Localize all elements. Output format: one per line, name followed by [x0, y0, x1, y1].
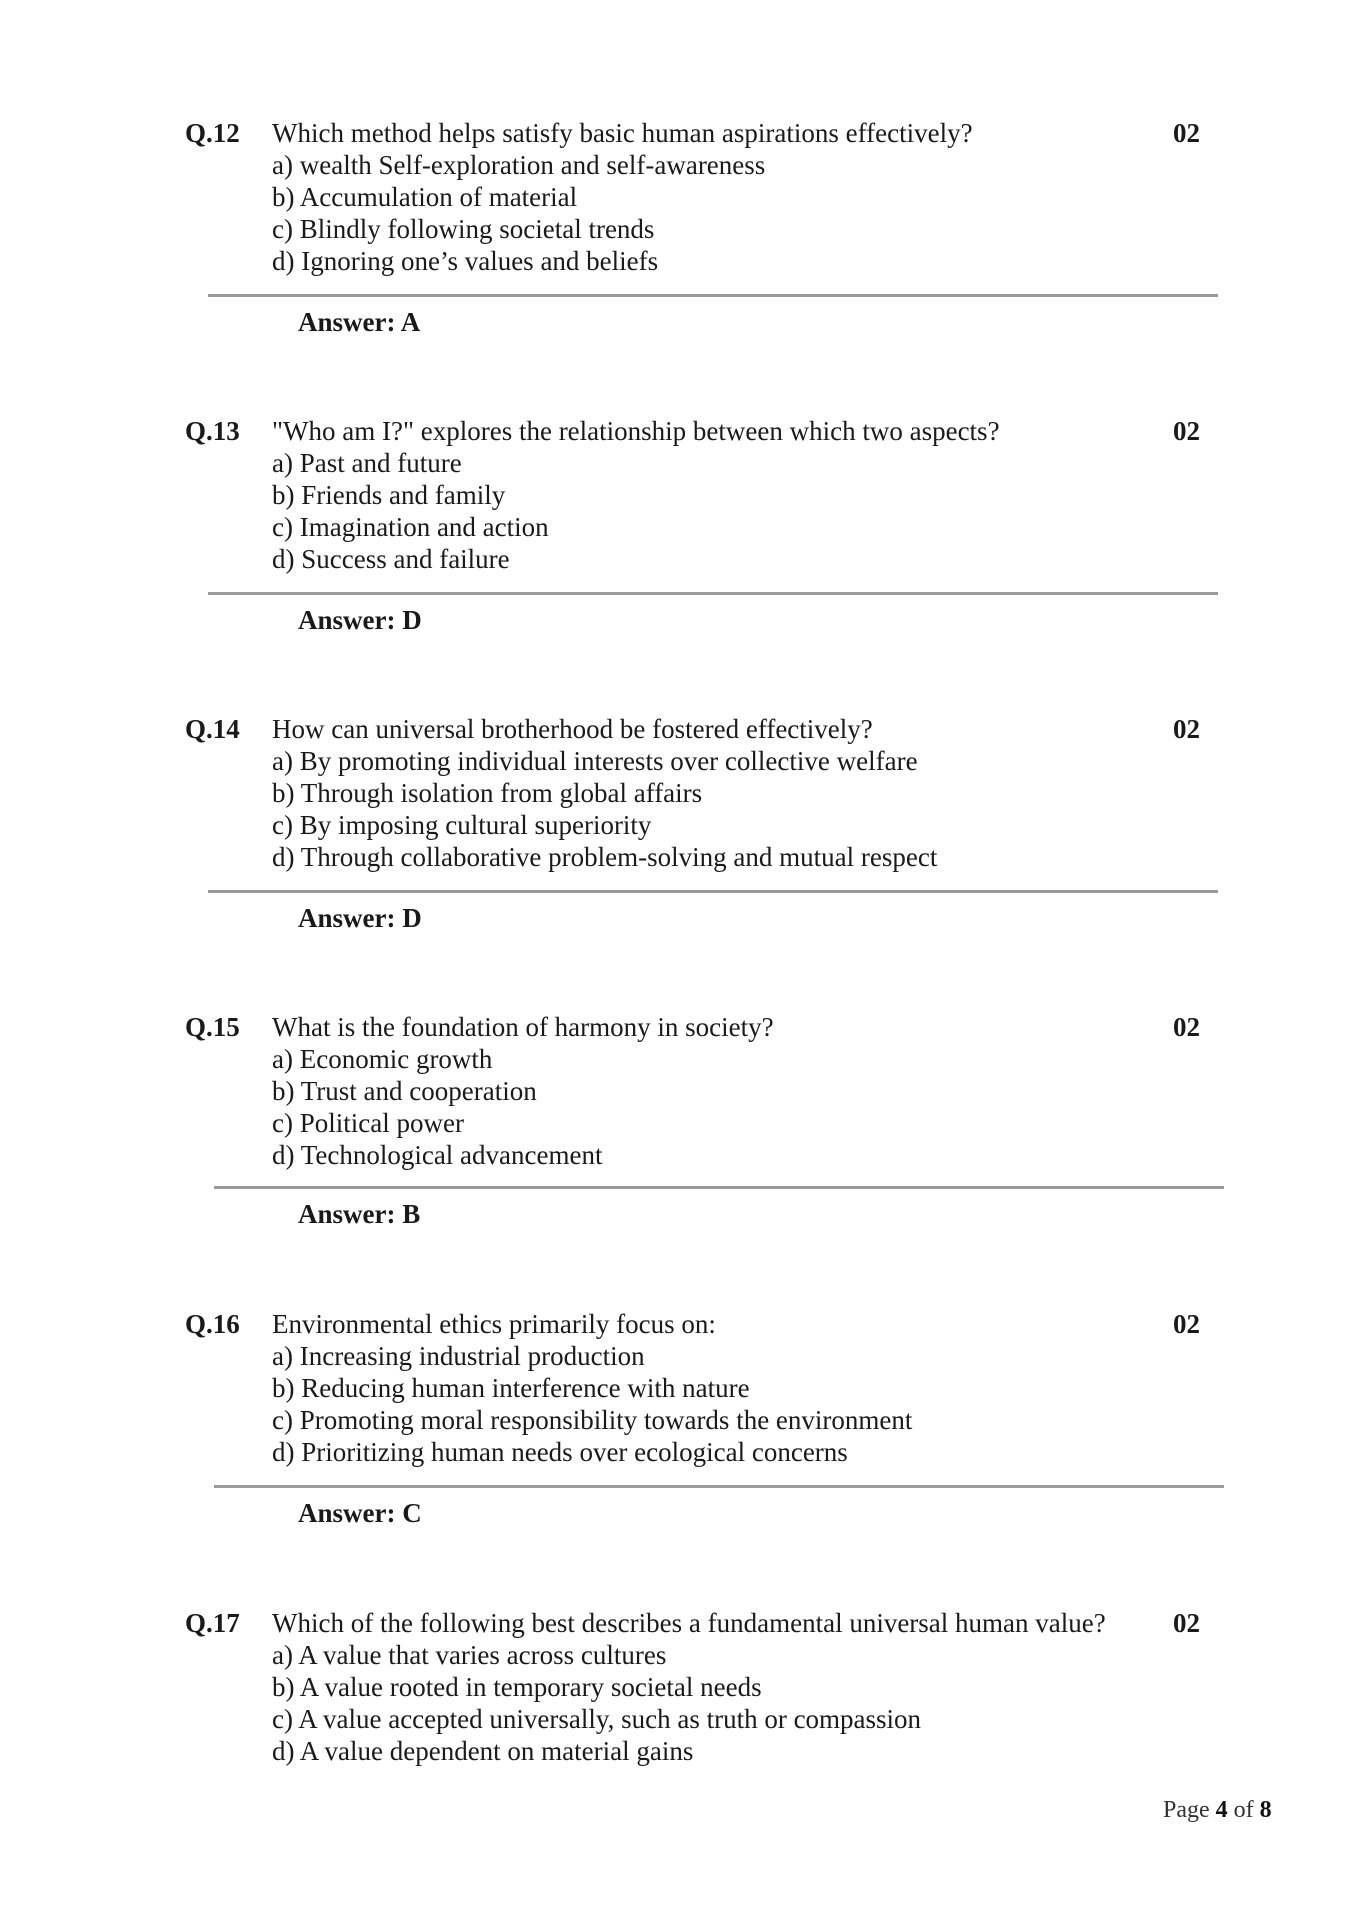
divider	[214, 1485, 1224, 1488]
option-d: d) Ignoring one’s values and beliefs	[272, 246, 659, 276]
divider	[208, 890, 1218, 893]
option-list	[272, 1340, 912, 1468]
page-word: Page	[1163, 1797, 1210, 1823]
question-text: Which method helps satisfy basic human aspirations effectively?	[272, 118, 973, 148]
option-list	[272, 1639, 921, 1767]
option-a: a) Economic growth	[272, 1044, 493, 1074]
option-a: a) A value that varies across cultures	[272, 1640, 667, 1670]
question-text: What is the foundation of harmony in society?	[272, 1012, 774, 1042]
option-c: c) Promoting moral responsibility towards the environment	[272, 1405, 913, 1435]
divider	[214, 1186, 1224, 1189]
answer-label: Answer: D	[298, 903, 422, 933]
option-list	[272, 149, 765, 277]
question-number: Q.14	[185, 714, 240, 744]
divider	[208, 592, 1218, 595]
question-marks: 02	[1173, 1309, 1200, 1339]
question-number: Q.16	[185, 1309, 240, 1339]
page-current: 4	[1215, 1797, 1228, 1823]
option-c: c) Blindly following societal trends	[272, 214, 655, 244]
question-text: How can universal brotherhood be fostered effectively?	[272, 714, 873, 744]
option-d: d) Technological advancement	[272, 1140, 603, 1170]
option-c: c) A value accepted universally, such as truth or compassion	[272, 1704, 922, 1734]
answer-label: Answer: B	[298, 1199, 421, 1229]
option-d: d) Success and failure	[272, 544, 510, 574]
option-a: a) Increasing industrial production	[272, 1341, 645, 1371]
option-b: b) Accumulation of material	[272, 182, 578, 212]
option-b: b) Friends and family	[272, 480, 506, 510]
question-marks: 02	[1173, 118, 1200, 148]
divider	[208, 294, 1218, 297]
option-d: d) Prioritizing human needs over ecological concerns	[272, 1437, 848, 1467]
answer-label: Answer: C	[298, 1498, 422, 1528]
option-b: b) Trust and cooperation	[272, 1076, 537, 1106]
option-list	[272, 447, 549, 575]
question-number: Q.15	[185, 1012, 240, 1042]
question-marks: 02	[1173, 416, 1200, 446]
option-list	[272, 1043, 602, 1171]
option-a: a) wealth Self-exploration and self-awareness	[272, 150, 766, 180]
question-marks: 02	[1173, 1012, 1200, 1042]
option-d: d) A value dependent on material gains	[272, 1736, 694, 1766]
option-d: d) Through collaborative problem-solving and mutual respect	[272, 842, 938, 872]
option-b: b) Reducing human interference with nature	[272, 1373, 750, 1403]
answer-label: Answer: A	[298, 307, 421, 337]
page-of-word: of	[1233, 1797, 1254, 1823]
question-number: Q.17	[185, 1608, 240, 1638]
option-a: a) By promoting individual interests over collective welfare	[272, 746, 918, 776]
question-number: Q.12	[185, 118, 240, 148]
question-marks: 02	[1173, 1608, 1200, 1638]
option-c: c) Imagination and action	[272, 512, 549, 542]
question-text: "Who am I?" explores the relationship between which two aspects?	[272, 416, 1000, 446]
question-number: Q.13	[185, 416, 240, 446]
question-marks: 02	[1173, 714, 1200, 744]
option-a: a) Past and future	[272, 448, 462, 478]
question-text: Which of the following best describes a fundamental universal human value?	[272, 1608, 1106, 1638]
option-b: b) A value rooted in temporary societal needs	[272, 1672, 762, 1702]
page-total: 8	[1259, 1797, 1272, 1823]
option-b: b) Through isolation from global affairs	[272, 778, 703, 808]
option-list	[272, 745, 937, 873]
page-footer	[1163, 1795, 1272, 1825]
option-c: c) By imposing cultural superiority	[272, 810, 652, 840]
question-text: Environmental ethics primarily focus on:	[272, 1309, 716, 1339]
option-c: c) Political power	[272, 1108, 464, 1138]
answer-label: Answer: D	[298, 605, 422, 635]
